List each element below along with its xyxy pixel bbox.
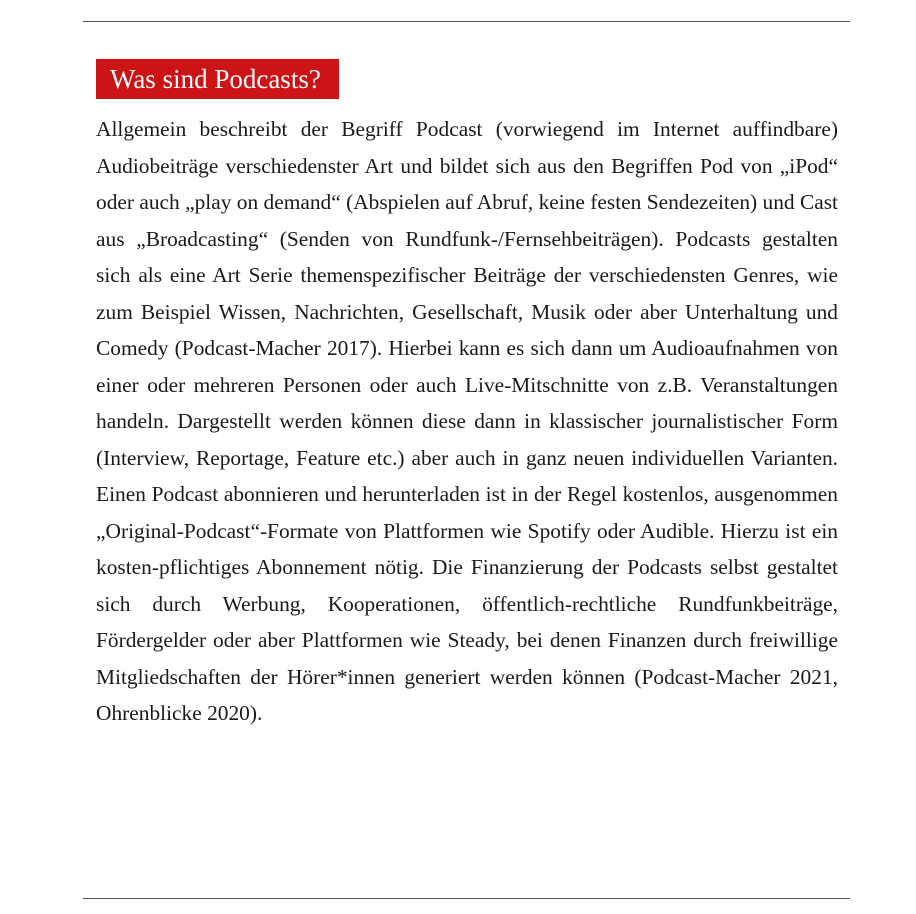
top-divider: [83, 21, 850, 22]
bottom-divider: [83, 898, 850, 899]
section-heading: Was sind Podcasts?: [96, 59, 339, 99]
body-paragraph: Allgemein beschreibt der Begriff Podcast (vorwiegend im Internet auffindbare) Audiobeiträge verschiedenster Art und bildet sich aus den Begriffen Pod von „iPod“ oder auch „play on demand“ (Abspielen auf Abruf, keine festen Sendezeiten) und Cast aus „Broadcasting“ (Senden von Rundfunk-/Fernsehbeiträgen). Podcasts gestalten sich als eine Art Serie themenspezifischer Beiträge der verschiedensten Genres, wie zum Beispiel Wissen, Nachrichten, Gesellschaft, Musik oder aber Unterhaltung und Comedy (Podcast-Macher 2017). Hierbei kann es sich dann um Audioaufnahmen von einer oder mehreren Personen oder auch Live-Mitschnitte von z.B. Veranstaltungen handeln. Dargestellt werden können diese dann in klassischer journalistischer Form (Interview, Reportage, Feature etc.) aber auch in ganz neuen individuellen Varianten. Einen Podcast abonnieren und herunterladen ist in der Regel kostenlos, ausgenommen „Original-Podcast“-Formate von Plattformen wie Spotify oder Audible. Hierzu ist ein kosten-pflichtiges Abonnement nötig. Die Finanzierung der Podcasts selbst gestaltet sich durch Werbung, Kooperationen, öffentlich-rechtliche Rundfunkbeiträge, Fördergelder oder aber Plattformen wie Steady, bei denen Finanzen durch freiwillige Mitgliedschaften der Hörer*innen generiert werden können (Podcast-Macher 2021, Ohrenblicke 2020).: [96, 117, 838, 725]
